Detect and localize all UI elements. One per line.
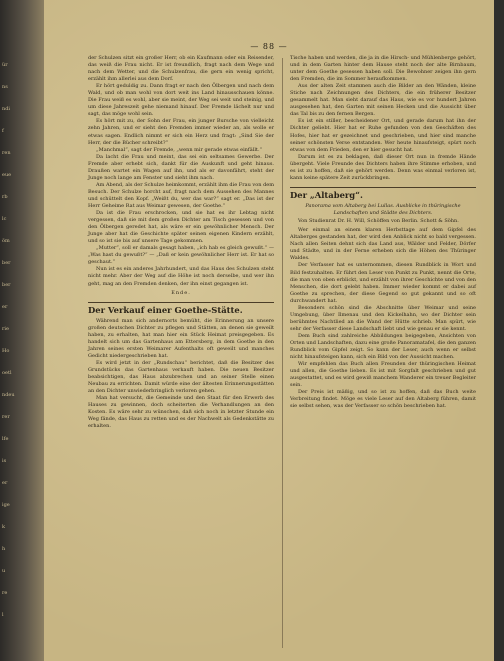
spine-fragment: k <box>2 524 6 530</box>
spine-fragment: ber <box>2 282 11 288</box>
spine-fragment: ren <box>2 150 11 156</box>
paragraph: Am Abend, als der Schulze heimkommt, erzählt ihm die Frau von dem Besuch. Der Schulze horcht auf, fragt nach dem Aussehen des Mannes und schüttelt den Kopf. „Weißt du, wer das war?“ sagt er. „Das ist der Herr Geheime Rat aus Weimar gewesen, der Goethe.“ <box>88 181 274 209</box>
article-continuation <box>290 55 476 182</box>
page-number: — 88 — <box>250 42 288 51</box>
right-column <box>290 55 476 410</box>
paragraph: Wir empfehlen das Buch allen Freunden der thüringischen Heimat und allen, die Goethe lieben. Es ist mit Sorgfalt geschrieben und gut ausgestattet, und es wird gewiß manchem Wanderer ein treuer Begleiter sein. <box>290 361 476 389</box>
column-divider <box>282 58 283 648</box>
paragraph: Während man sich andernorts bemüht, die Erinnerung an unsere großen deutschen Dichter zu pflegen und Stätten, an denen sie geweilt haben, zu erhalten, hat man hier ein Stück Heimat preisgegeben. Es handelt sich um das Gartenhaus am Ettersberg, in dem Goethe in den Jahren seines ersten Weimarer Aufenthalts oft geweilt und manches Gedicht niedergeschrieben hat. <box>88 317 274 359</box>
article-heading-altaberg: Der „Altaberg“. <box>290 187 476 201</box>
review-text <box>290 227 476 410</box>
paragraph: Wer einmal an einem klaren Herbsttage auf dem Gipfel des Altaberges gestanden hat, der wird den Anblick nicht so bald vergessen. Nach allen Seiten dehnt sich das Land aus, Wälder und Felder, Dörfer und Städte, und in der Ferne erheben sich die Höhen des Thüringer Waldes. <box>290 227 476 262</box>
paragraph: Darum ist es zu beklagen, daß dieser Ort nun in fremde Hände übergeht. Viele Freunde des Dichters haben ihre Stimme erhoben, und es ist zu hoffen, daß sie gehört werden. Denn was einmal verloren ist, kann keine spätere Zeit zurückbringen. <box>290 153 476 181</box>
spine-fragment: rie <box>2 326 9 332</box>
page <box>44 0 494 661</box>
paragraph: Der Preis ist mäßig, und so ist zu hoffen, daß das Buch weite Verbreitung findet. Möge es viele Leser auf den Altaberg führen, damit sie selbst sehen, was der Verfasser so schön beschrieben hat. <box>290 389 476 410</box>
paragraph: Da ist die Frau erschrocken, und sie hat es ihr Lebtag nicht vergessen, daß sie mit dem großen Dichter am Tisch gesessen und von den Ölbergen geredet hat, als wäre er ein gewöhnlicher Mensch. Der Junge aber hat die Geschichte später seinen eigenen Kindern erzählt, und so ist sie bis auf unsere Tage gekommen. <box>88 210 274 245</box>
article-text <box>88 318 274 431</box>
article-subtitle: Panorama vom Altaberg bei Lullas. Ausblicke in thüringische Landschaften und Städte des Dichters. <box>305 202 461 216</box>
spine-fragment: ndi <box>2 106 11 112</box>
spine-fragment: öm <box>2 238 10 244</box>
paragraph: Nun ist es ein anderes Jahrhundert, und das Haus des Schulzen steht nicht mehr. Aber der Weg auf die Höhe ist noch derselbe, und wer ihn geht, mag an den Fremden denken, der ihn einst gegangen ist. <box>88 266 274 287</box>
spine-fragment: rer <box>2 414 10 420</box>
spine-fragment: ns <box>2 84 8 90</box>
paragraph: „Mutter“, soll er damals gesagt haben, „ich hab es gleich gewußt.“ — „Was hast du gewußt?“ — „Daß er kein gewöhnlicher Herr ist. Er hat so geschaut.“ <box>88 245 274 266</box>
spine-fragment: ber <box>2 260 11 266</box>
spine-fragment: re <box>2 590 8 596</box>
paragraph: Man hat versucht, die Gemeinde und den Staat für den Erwerb des Hauses zu gewinnen, doch scheiterten die Verhandlungen an den Kosten. Es wäre sehr zu wünschen, daß sich noch in letzter Stunde ein Weg fände, das Haus zu retten und es der Nachwelt als Gedenkstätte zu erhalten. <box>88 395 274 430</box>
spine-fragment: l <box>2 612 4 618</box>
spine-fragment: er <box>2 304 8 310</box>
paragraph: der Schulzen sitzt ein großer Herr, ob ein Kaufmann oder ein Reisender, das weiß die Frau nicht. Er ist freundlich, fragt nach dem Wege und nach dem Wetter, und die Schulzenfrau, die gern ein wenig spricht, erzählt ihm allerlei aus dem Dorf. <box>88 55 274 83</box>
spine-fragment: ige <box>2 502 10 508</box>
paragraph: Aus der alten Zeit stammen auch die Bilder an den Wänden, kleine Stiche nach Zeichnungen des Dichters, die ein früherer Besitzer gesammelt hat. Man sieht darauf das Haus, wie es vor hundert Jahren ausgesehen hat, den Garten mit seinen Hecken und die Aussicht über das Tal bis zu den fernen Bergen. <box>290 83 476 118</box>
paragraph: Da lacht die Frau und meint, das sei ein seltsames Gewerbe. Der Fremde aber erhebt sich, dankt für die Auskunft und geht hinaus. Draußen wartet ein Wagen auf ihn, und als er davonfährt, steht der Junge noch lange am Fenster und sieht ihm nach. <box>88 153 274 181</box>
spine-fragment: er <box>2 480 8 486</box>
paragraph: Dem Buch sind zahlreiche Abbildungen beigegeben, Ansichten von Orten und Landschaften, dazu eine große Panoramatafel, die den ganzen Rundblick vom Gipfel zeigt. So kann der Leser, auch wenn er selbst nicht hinaufsteigen kann, sich ein Bild von der Aussicht machen. <box>290 332 477 361</box>
scan-right-edge <box>494 0 504 661</box>
spine-fragment: eue <box>2 172 12 178</box>
spine-fragment: is <box>2 458 7 464</box>
paragraph: Tische haben und werden, die ja in die Hirsch- und Mühlenberge gehört, und in dem Garten hinter dem Hause steht noch der alte Birnbaum, unter dem Goethe gesessen haben soll. Die Bewohner zeigen ihn gern den Fremden, die im Sommer heraufkommen. <box>290 55 476 83</box>
spine-fragment: rb <box>2 194 8 200</box>
spine-fragment: f <box>2 128 4 134</box>
story-end-mark: Ende. <box>171 289 191 296</box>
story-text <box>88 55 274 288</box>
paragraph: Es ist ein stiller, bescheidener Ort, und gerade darum hat ihn der Dichter geliebt. Hier hat er Ruhe gefunden von den Geschäften des Hofes, hier hat er gezeichnet und geschrieben, und hier sind manche seiner schönsten Verse entstanden. Wer heute hinaufsteigt, spürt noch etwas von dem Frieden, den er hier gesucht hat. <box>290 118 476 153</box>
spine-fragment: lc <box>2 216 7 222</box>
article-byline: Von Studienrat Dr. H. Will, Schöffen von Berlin. Schott & Söhn. <box>298 218 459 225</box>
paragraph: Es wird jetzt in der „Rundschau“ berichtet, daß die Besitzer des Grundstücks das Gartenhaus verkauft haben. Die neuen Besitzer beabsichtigen, das Haus abzubrechen und an seiner Stelle einen Neubau zu errichten. Damit würde eine der ältesten Erinnerungsstätten an den Dichter unwiederbringlich verloren gehen. <box>88 359 274 395</box>
paragraph: Der Verfasser hat es unternommen, diesen Rundblick in Wort und Bild festzuhalten. Er führt den Leser von Punkt zu Punkt, nennt die Orte, die man von oben erblickt, und erzählt von ihrer Geschichte und von den Menschen, die dort gelebt haben. Immer wieder kommt er dabei auf Goethe zu sprechen, der diese Gegend so gut gekannt und so oft durchwandert hat. <box>290 262 476 304</box>
spine-fragment: Ho <box>2 348 10 354</box>
article-heading-goethe-site: Der Verkauf einer Goethe-Stätte. <box>88 302 274 316</box>
paragraph: Besonders schön sind die Abschnitte über Weimar und seine Umgebung, über Ilmenau und den Kickelhahn, wo der Dichter sein berühmtes Nachtlied an die Wand der Hütte schrieb. Man spürt, wie sehr der Verfasser diese Landschaft liebt und wie genau er sie kennt. <box>290 304 476 332</box>
scan-left-edge <box>0 0 44 661</box>
spine-fragment: h <box>2 546 6 552</box>
spine-fragment: ür <box>2 62 8 68</box>
spine-fragment: oetl <box>2 370 12 376</box>
paragraph: Er hört geduldig zu. Dann fragt er nach den Ölbergen und nach dem Wald, und ob man wohl von dort weit ins Land hinausschauen könne. Die Frau weiß es wohl, aber sie meint, der Weg sei weit und steinig, und um diese Jahreszeit gehe niemand hinauf. Der Fremde lächelt nur und sagt, das möge wohl sein. <box>88 83 274 118</box>
spine-fragment: lfe <box>2 436 9 442</box>
spine-fragment: ndeu <box>2 392 15 398</box>
paragraph: Es hört mit zu, der Sohn der Frau, ein junger Bursche von vielleicht zehn Jahren, und er sieht den Fremden immer wieder an, als wolle er etwas sagen. Endlich nimmt er sich ein Herz und fragt: „Sind Sie der Herr, der die Bücher schreibt?“ <box>88 118 274 146</box>
spine-fragment: u <box>2 568 6 574</box>
paragraph: „Manchmal“, sagt der Fremde, „wenn mir gerade etwas einfällt.“ <box>96 146 263 153</box>
left-column <box>88 55 274 430</box>
